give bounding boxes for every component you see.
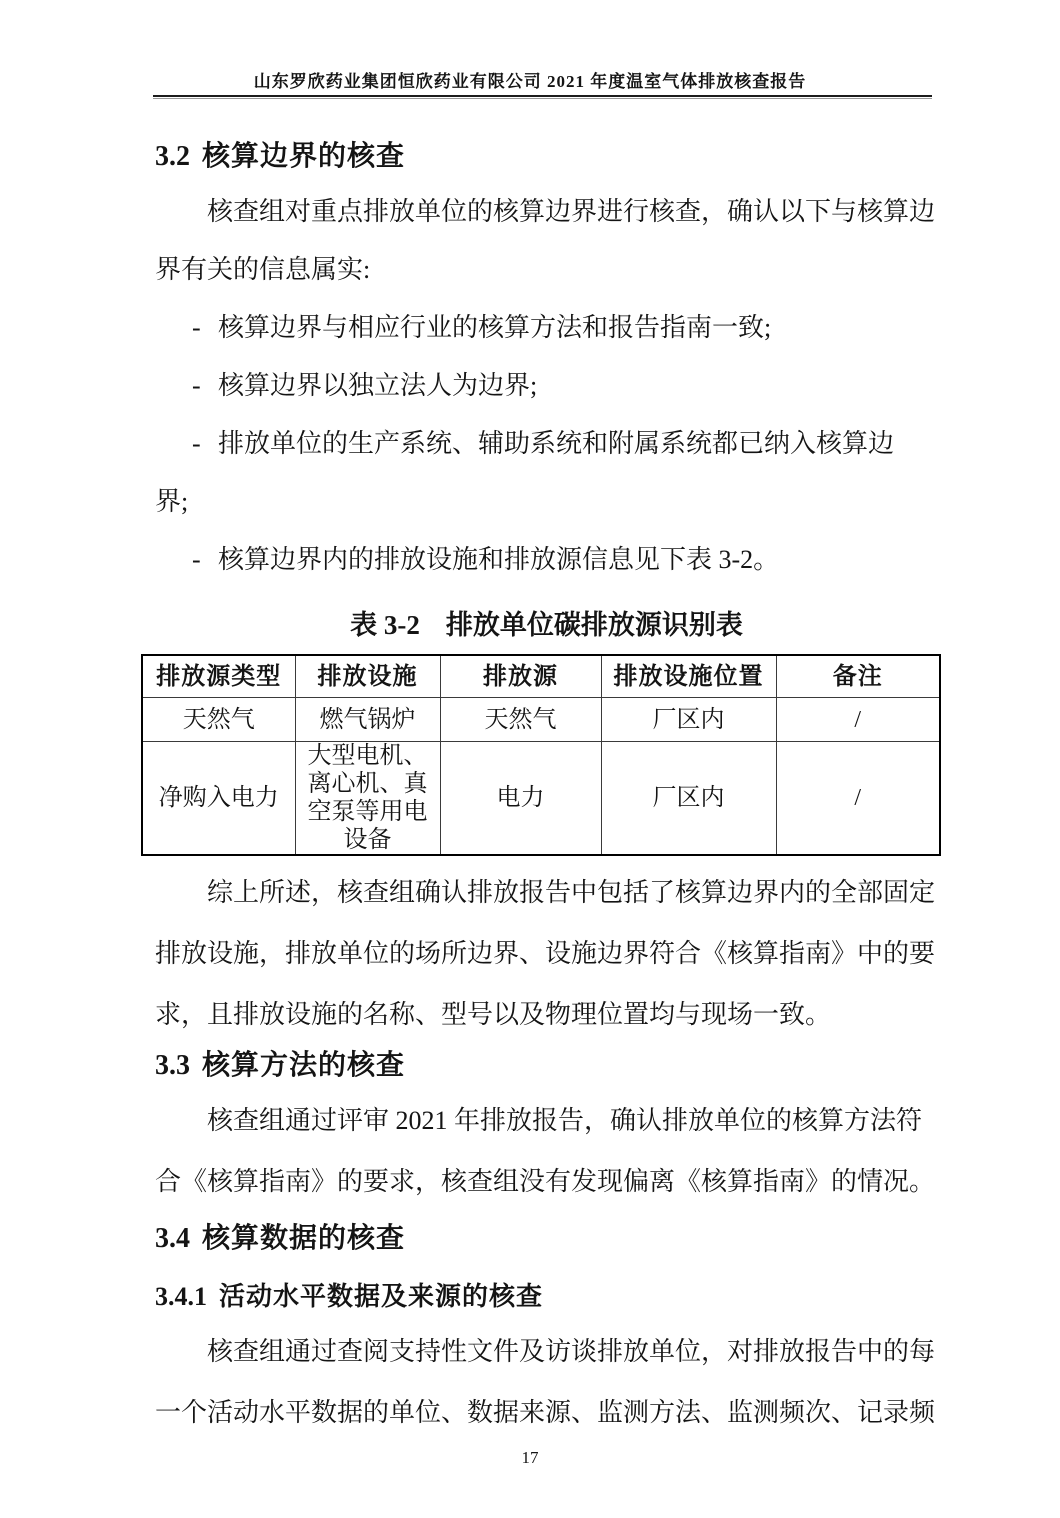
page-number: 17 xyxy=(521,1448,539,1467)
table-cell: / xyxy=(776,698,940,742)
paragraph-line: 合《核算指南》的要求，核查组没有发现偏离《核算指南》的情况。 xyxy=(155,1167,936,1196)
table-cell: 燃气锅炉 xyxy=(295,698,440,742)
section-3-4-1-body xyxy=(155,1321,938,1443)
section-title: 核算边界的核查 xyxy=(202,140,406,171)
list-dash-marker: - xyxy=(192,429,201,458)
section-3-2-body xyxy=(155,183,938,589)
table-cell: 净购入电力 xyxy=(142,742,295,856)
section-3-3-heading xyxy=(155,1049,938,1082)
list-item xyxy=(155,531,938,589)
section-3-3-body xyxy=(155,1090,938,1212)
table-header-cell: 排放源类型 xyxy=(142,655,295,698)
list-item-text: 排放单位的生产系统、辅助系统和附属系统都已纳入核算边 xyxy=(218,429,895,458)
list-item-text: 核算边界与相应行业的核算方法和报告指南一致; xyxy=(218,313,772,342)
table-caption-title: 排放单位碳排放源识别表 xyxy=(445,610,743,640)
section-number: 3.4 xyxy=(155,1223,190,1254)
table-header-row xyxy=(142,655,940,698)
table-3-2-caption xyxy=(155,609,938,641)
list-item-text: 核算边界以独立法人为边界; xyxy=(218,371,538,400)
page-content xyxy=(155,0,938,1443)
table-cell: 天然气 xyxy=(440,698,601,742)
paragraph-line: 界有关的信息属实: xyxy=(155,255,371,284)
table-cell: / xyxy=(776,742,940,856)
table-caption-number: 表 3-2 xyxy=(350,610,420,640)
table-cell: 厂区内 xyxy=(601,742,776,856)
table-header-cell: 备注 xyxy=(776,655,940,698)
section-title: 核算数据的核查 xyxy=(202,1222,406,1253)
paragraph-line: 一个活动水平数据的单位、数据来源、监测方法、监测频次、记录频 xyxy=(155,1398,936,1427)
table-cell: 电力 xyxy=(440,742,601,856)
paragraph-line: 综上所述，核查组确认排放报告中包括了核算边界内的全部固定 xyxy=(207,878,936,907)
section-title: 核算方法的核查 xyxy=(202,1049,406,1080)
list-item xyxy=(155,415,938,473)
paragraph-line: 核查组对重点排放单位的核算边界进行核查，确认以下与核算边 xyxy=(207,197,936,226)
paragraph-line: 核查组通过查阅支持性文件及访谈排放单位，对排放报告中的每 xyxy=(207,1337,936,1366)
section-3-4-1-heading xyxy=(155,1281,938,1312)
table-row xyxy=(142,742,940,856)
list-item-text: 核算边界内的排放设施和排放源信息见下表 3-2。 xyxy=(218,545,780,574)
paragraph-line: 排放设施，排放单位的场所边界、设施边界符合《核算指南》中的要 xyxy=(155,939,936,968)
emission-source-table xyxy=(141,654,941,856)
list-dash-marker: - xyxy=(192,313,201,342)
section-number: 3.4.1 xyxy=(155,1282,207,1311)
list-item-continuation: 界; xyxy=(155,487,189,516)
paragraph-line: 求，且排放设施的名称、型号以及物理位置均与现场一致。 xyxy=(155,1000,832,1029)
table-cell: 大型电机、离心机、真空泵等用电设备 xyxy=(295,742,440,856)
paragraph-line: 核查组通过评审 2021 年排放报告，确认排放单位的核算方法符 xyxy=(207,1106,923,1135)
list-item xyxy=(155,357,938,415)
list-dash-marker: - xyxy=(192,545,201,574)
table-row xyxy=(142,698,940,742)
list-dash-marker: - xyxy=(192,371,201,400)
summary-paragraph xyxy=(155,862,938,1045)
section-3-4-heading xyxy=(155,1222,938,1255)
table-header-cell: 排放设施位置 xyxy=(601,655,776,698)
section-number: 3.3 xyxy=(155,1050,190,1081)
section-3-2-heading xyxy=(155,140,938,173)
table-header-cell: 排放设施 xyxy=(295,655,440,698)
section-number: 3.2 xyxy=(155,141,190,172)
running-header: 山东罗欣药业集团恒欣药业有限公司 2021 年度温室气体排放核查报告 xyxy=(253,72,807,91)
table-cell: 天然气 xyxy=(142,698,295,742)
section-title: 活动水平数据及来源的核查 xyxy=(219,1281,544,1311)
list-item xyxy=(155,299,938,357)
table-header-cell: 排放源 xyxy=(440,655,601,698)
table-cell: 厂区内 xyxy=(601,698,776,742)
